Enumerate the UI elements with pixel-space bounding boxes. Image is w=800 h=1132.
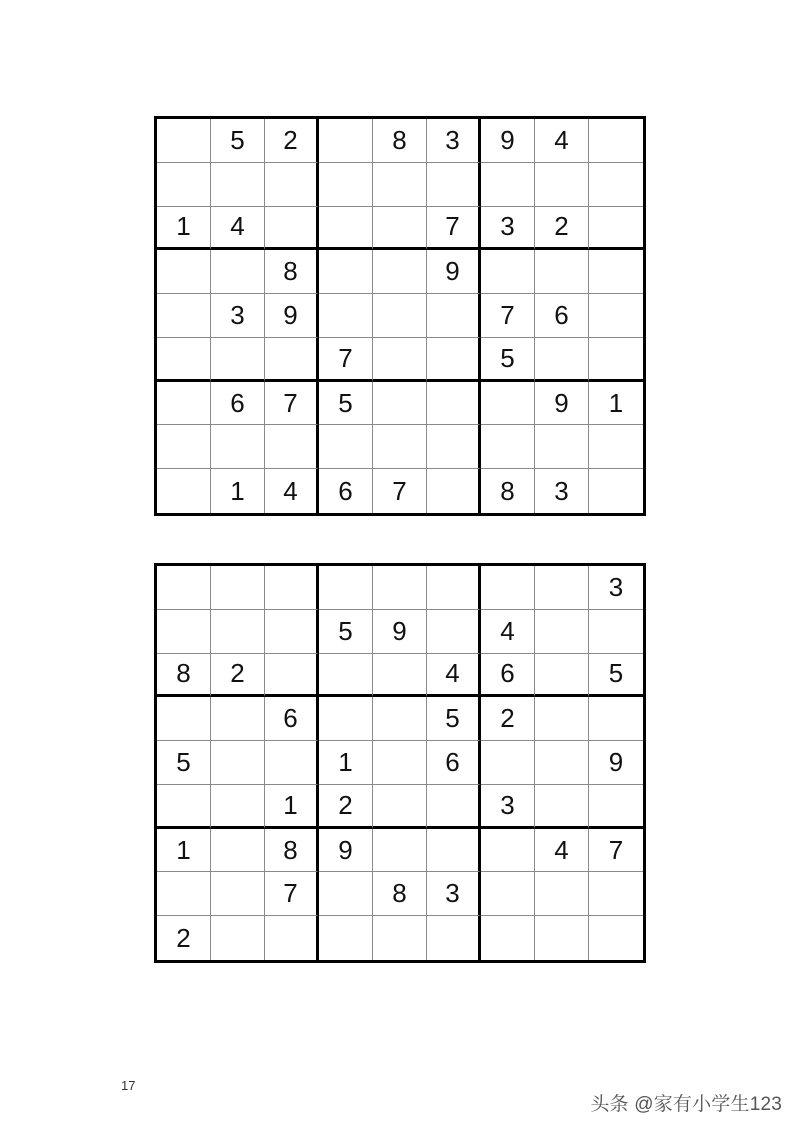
sudoku-cell	[265, 338, 319, 382]
sudoku-cell	[265, 163, 319, 207]
sudoku-cell	[481, 163, 535, 207]
sudoku-cell: 5	[211, 119, 265, 163]
sudoku-cell: 3	[481, 785, 535, 829]
sudoku-cell	[373, 294, 427, 338]
sudoku-cell: 9	[535, 382, 589, 426]
sudoku-cell	[265, 207, 319, 251]
sudoku-cell	[211, 425, 265, 469]
sudoku-cell	[535, 566, 589, 610]
sudoku-cell: 7	[265, 382, 319, 426]
sudoku-cell	[211, 872, 265, 916]
sudoku-cell: 8	[373, 872, 427, 916]
sudoku-cell: 5	[157, 741, 211, 785]
sudoku-cell	[157, 250, 211, 294]
sudoku-cell	[157, 872, 211, 916]
sudoku-cell: 8	[157, 654, 211, 698]
sudoku-cell	[373, 338, 427, 382]
sudoku-cell	[535, 250, 589, 294]
sudoku-cell: 5	[319, 382, 373, 426]
sudoku-cell	[427, 610, 481, 654]
sudoku-cell	[535, 872, 589, 916]
sudoku-cell	[427, 469, 481, 513]
sudoku-cell	[589, 785, 643, 829]
sudoku-cell	[157, 338, 211, 382]
sudoku-cell: 6	[481, 654, 535, 698]
sudoku-cell	[589, 250, 643, 294]
sudoku-cell: 1	[319, 741, 373, 785]
sudoku-cell	[427, 916, 481, 960]
sudoku-cell	[157, 294, 211, 338]
sudoku-cell	[481, 250, 535, 294]
sudoku-cell	[427, 294, 481, 338]
sudoku-cell: 9	[481, 119, 535, 163]
sudoku-cell	[373, 425, 427, 469]
sudoku-cell	[319, 207, 373, 251]
sudoku-cell	[319, 654, 373, 698]
sudoku-cell: 4	[481, 610, 535, 654]
sudoku-cell: 2	[535, 207, 589, 251]
sudoku-cell	[481, 566, 535, 610]
sudoku-cell	[589, 469, 643, 513]
sudoku-cell	[211, 338, 265, 382]
sudoku-cell: 3	[481, 207, 535, 251]
sudoku-cell	[481, 382, 535, 426]
sudoku-cell: 4	[265, 469, 319, 513]
sudoku-cell	[265, 741, 319, 785]
sudoku-cell: 3	[427, 119, 481, 163]
sudoku-cell	[157, 163, 211, 207]
sudoku-cell	[535, 654, 589, 698]
sudoku-cell	[157, 785, 211, 829]
sudoku-cell	[589, 163, 643, 207]
sudoku-cell: 2	[157, 916, 211, 960]
sudoku-cell	[589, 697, 643, 741]
sudoku-cell	[535, 741, 589, 785]
sudoku-cell	[481, 741, 535, 785]
sudoku-cell	[157, 119, 211, 163]
sudoku-cell	[211, 163, 265, 207]
sudoku-cell	[373, 163, 427, 207]
sudoku-cell	[481, 425, 535, 469]
sudoku-cell	[319, 250, 373, 294]
sudoku-cell	[535, 697, 589, 741]
sudoku-cell	[535, 916, 589, 960]
sudoku-cell: 7	[427, 207, 481, 251]
sudoku-cell	[373, 741, 427, 785]
sudoku-cell: 5	[427, 697, 481, 741]
sudoku-cell: 7	[589, 829, 643, 873]
sudoku-cell	[373, 829, 427, 873]
sudoku-cell	[373, 207, 427, 251]
sudoku-cell: 8	[373, 119, 427, 163]
sudoku-cell: 7	[373, 469, 427, 513]
sudoku-cell: 5	[481, 338, 535, 382]
sudoku-cell	[211, 741, 265, 785]
sudoku-cell: 7	[319, 338, 373, 382]
sudoku-cell: 1	[211, 469, 265, 513]
sudoku-cell	[589, 338, 643, 382]
sudoku-cell	[427, 163, 481, 207]
sudoku-cell	[319, 566, 373, 610]
sudoku-cell	[373, 654, 427, 698]
sudoku-cell	[373, 250, 427, 294]
sudoku-cell	[211, 785, 265, 829]
sudoku-cell: 9	[589, 741, 643, 785]
sudoku-cell	[319, 697, 373, 741]
sudoku-cell: 1	[157, 207, 211, 251]
sudoku-cell	[211, 916, 265, 960]
sudoku-cell	[535, 425, 589, 469]
sudoku-cell	[319, 425, 373, 469]
sudoku-cell: 3	[427, 872, 481, 916]
sudoku-cell	[157, 425, 211, 469]
sudoku-cell	[265, 566, 319, 610]
sudoku-cell: 3	[589, 566, 643, 610]
sudoku-cell: 5	[319, 610, 373, 654]
sudoku-cell: 9	[319, 829, 373, 873]
sudoku-cell	[319, 163, 373, 207]
sudoku-cell: 4	[427, 654, 481, 698]
sudoku-cell: 6	[535, 294, 589, 338]
sudoku-cell	[535, 163, 589, 207]
sudoku-cell	[481, 916, 535, 960]
sudoku-cell: 2	[265, 119, 319, 163]
sudoku-cell: 4	[211, 207, 265, 251]
sudoku-cell: 8	[265, 250, 319, 294]
sudoku-cell	[589, 294, 643, 338]
sudoku-cell	[481, 829, 535, 873]
sudoku-cell	[535, 610, 589, 654]
sudoku-cell: 1	[589, 382, 643, 426]
sudoku-cell	[589, 610, 643, 654]
sudoku-cell	[373, 697, 427, 741]
sudoku-cell: 6	[319, 469, 373, 513]
sudoku-cell	[265, 916, 319, 960]
sudoku-cell	[319, 119, 373, 163]
sudoku-cell	[157, 566, 211, 610]
sudoku-cell	[157, 610, 211, 654]
sudoku-cell: 5	[589, 654, 643, 698]
sudoku-cell: 9	[373, 610, 427, 654]
watermark-text: 头条 @家有小学生123	[590, 1094, 782, 1115]
sudoku-cell	[589, 872, 643, 916]
sudoku-cell	[373, 382, 427, 426]
sudoku-cell	[427, 425, 481, 469]
sudoku-cell	[427, 566, 481, 610]
page-number: 17	[121, 1078, 136, 1093]
sudoku-cell	[427, 785, 481, 829]
sudoku-cell: 2	[319, 785, 373, 829]
sudoku-cell	[373, 785, 427, 829]
sudoku-cell	[265, 654, 319, 698]
sudoku-cell	[589, 207, 643, 251]
sudoku-grid-2	[154, 563, 646, 963]
sudoku-cell: 6	[265, 697, 319, 741]
sudoku-cell	[211, 250, 265, 294]
sudoku-cell: 1	[265, 785, 319, 829]
sudoku-cell: 9	[427, 250, 481, 294]
sudoku-cell	[211, 697, 265, 741]
sudoku-cell	[589, 425, 643, 469]
sudoku-cell	[265, 425, 319, 469]
sudoku-cell	[157, 469, 211, 513]
sudoku-cell: 3	[535, 469, 589, 513]
sudoku-cell: 9	[265, 294, 319, 338]
sudoku-cell	[319, 916, 373, 960]
sudoku-cell: 8	[481, 469, 535, 513]
sudoku-cell: 7	[481, 294, 535, 338]
sudoku-cell: 2	[481, 697, 535, 741]
sudoku-cell: 8	[265, 829, 319, 873]
sudoku-cell: 4	[535, 119, 589, 163]
sudoku-cell	[535, 338, 589, 382]
sudoku-cell: 4	[535, 829, 589, 873]
sudoku-cell	[211, 610, 265, 654]
sudoku-cell	[157, 382, 211, 426]
sudoku-cell: 3	[211, 294, 265, 338]
sudoku-cell	[535, 785, 589, 829]
sudoku-cell	[211, 566, 265, 610]
sudoku-cell: 6	[211, 382, 265, 426]
sudoku-cell: 2	[211, 654, 265, 698]
sudoku-grid-1	[154, 116, 646, 516]
sudoku-cell	[427, 382, 481, 426]
sudoku-cell	[373, 916, 427, 960]
sudoku-cell	[481, 872, 535, 916]
sudoku-cell: 1	[157, 829, 211, 873]
sudoku-cell: 7	[265, 872, 319, 916]
sudoku-cell: 6	[427, 741, 481, 785]
sudoku-cell	[427, 338, 481, 382]
sudoku-cell	[589, 119, 643, 163]
sudoku-cell	[211, 829, 265, 873]
sudoku-cell	[319, 294, 373, 338]
sudoku-cell	[319, 872, 373, 916]
sudoku-cell	[589, 916, 643, 960]
sudoku-cell	[157, 697, 211, 741]
sudoku-cell	[373, 566, 427, 610]
sudoku-cell	[265, 610, 319, 654]
sudoku-cell	[427, 829, 481, 873]
